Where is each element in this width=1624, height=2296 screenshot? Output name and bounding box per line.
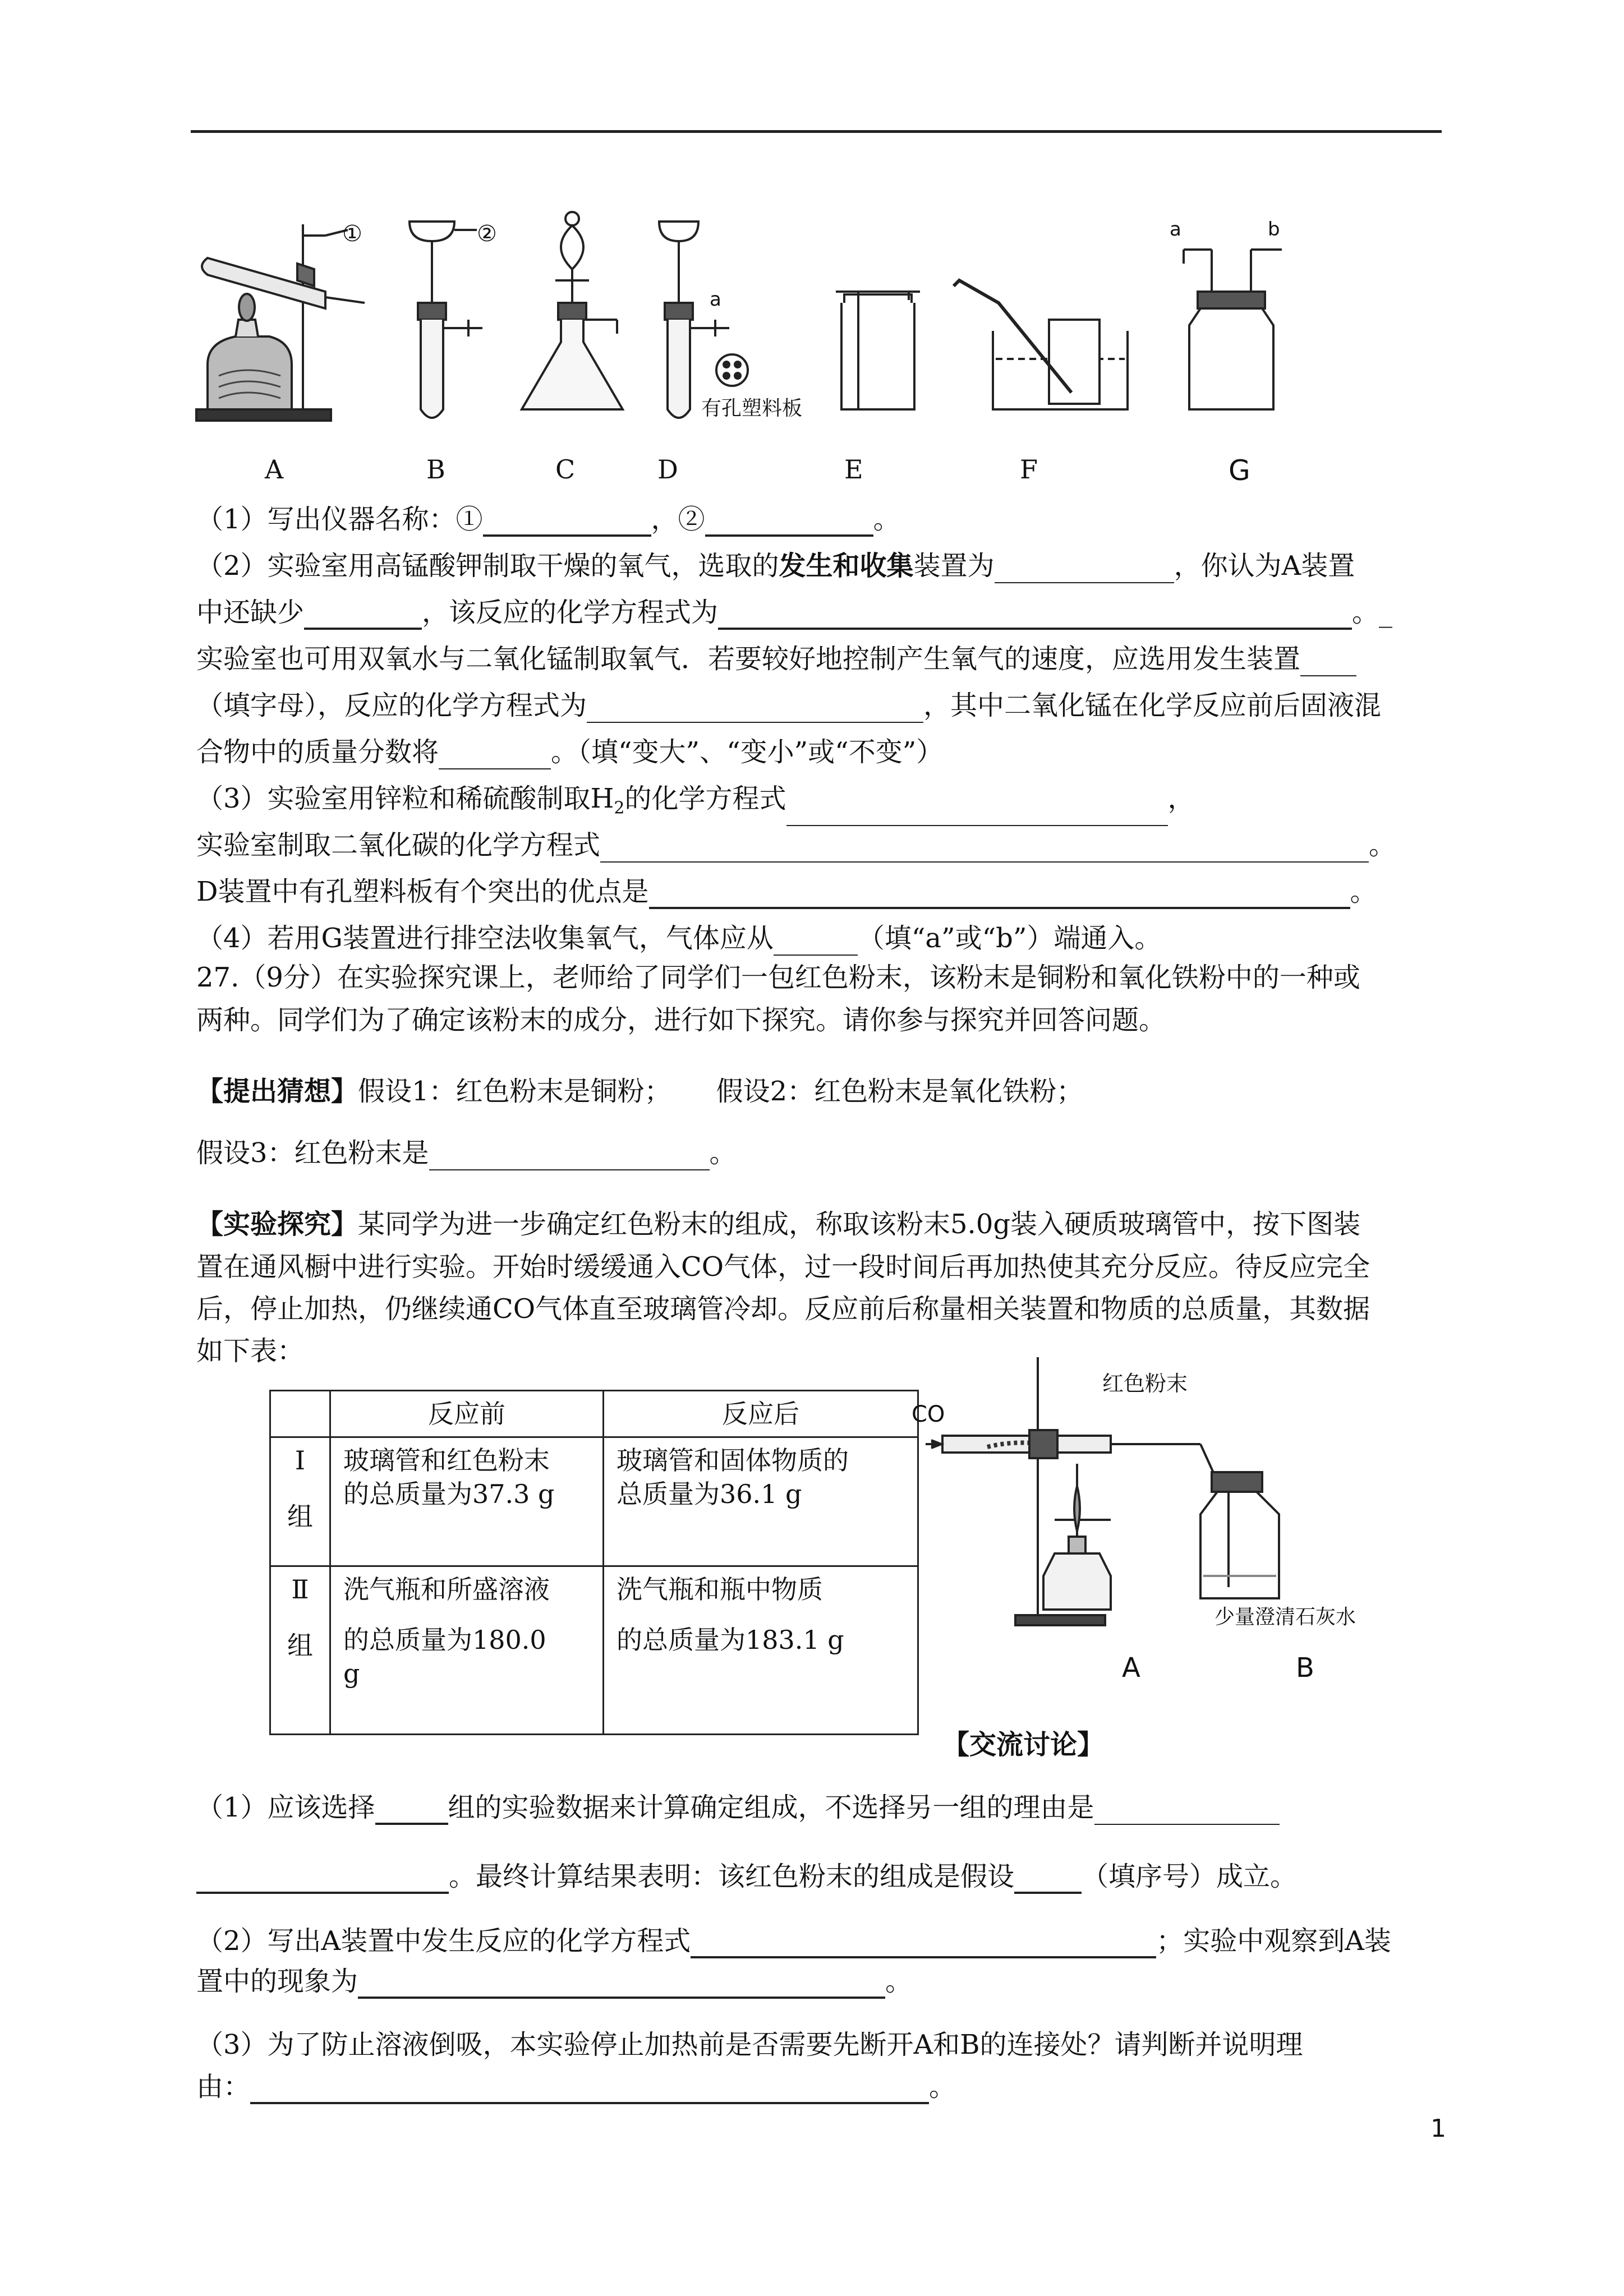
apparatus-a-label: A [1122,1652,1140,1684]
red-powder-label: 红色粉末 [1102,1371,1188,1396]
q27-discussion-3-line2: 由： 。 [196,2069,1459,2104]
q27-experiment-line4: 如下表： [196,1335,305,1367]
table-cell: 玻璃管和红色粉末 的总质量为37.3 g [330,1437,604,1566]
answer-blank[interactable] [705,509,873,537]
answer-blank[interactable] [718,602,1352,630]
table-row [270,1566,918,1735]
apparatus-e [836,292,920,409]
answer-blank[interactable] [375,1797,448,1825]
q26-part3-line3: D装置中有孔塑料板有个突出的优点是 。 [196,874,1459,909]
apparatus-label-b: B [426,454,445,485]
apparatus-f [954,280,1128,409]
answer-blank[interactable] [587,696,923,723]
table-cell: 洗气瓶和瓶中物质 的总质量为183.1 g [604,1566,918,1735]
answer-blank[interactable] [1300,649,1356,676]
apparatus-label-c: C [555,454,576,485]
q27-discussion-2-line2: 置中的现象为 。 [196,1964,1459,1999]
answer-blank[interactable] [600,836,1369,863]
q26-part2-line4: （填字母），反应的化学方程式为 ，其中二氧化锰在化学反应前后固液混 [196,688,1459,723]
q26-part2-line2: 中还缺少 ，该反应的化学方程式为 。_ [196,595,1459,630]
answer-blank[interactable] [250,2076,929,2104]
answer-blank[interactable] [196,1866,449,1894]
q26-part3-line1: （3）实验室用锌粒和稀硫酸制取$H_2$的化学方程式 ， [196,781,1459,826]
co-reduction-apparatus [909,1352,1356,1699]
answer-blank[interactable] [358,1971,885,1999]
apparatus-a [196,224,365,421]
q26-part2-line5: 合物中的质量分数将 。（填“变大”、“变小”或“不变”） [196,735,1459,769]
answer-blank[interactable] [429,1144,710,1170]
mass-data-table [269,1390,919,1735]
apparatus-b [410,222,482,418]
answer-blank[interactable] [995,556,1174,583]
q26-part4: （4）若用G装置进行排空法收集氧气，气体应从 （填“a”或“b”）端通入。 [196,921,1459,956]
q27-experiment-line1: 【实验探究】某同学为进一步确定红色粉末的组成，称取该粉末5.0g装入硬质玻璃管中，按下图装 [196,1209,1361,1240]
q26-part1: （1）写出仪器名称：① ，② 。 [196,502,1459,537]
apparatus-label-e: E [844,454,863,485]
co-inlet-label: CO [912,1401,945,1427]
q26-part2-line3: 实验室也可用双氧水与二氧化锰制取氧气．若要较好地控制产生氧气的速度，应选用发生装置 [196,642,1459,676]
table-header-cell: 反应后 [604,1391,918,1437]
g-tube-a-label: a [1170,218,1181,241]
apparatus-figure [185,208,1307,443]
answer-blank[interactable] [1094,1798,1280,1825]
apparatus-c [522,212,623,409]
table-header-row [270,1391,918,1437]
answer-blank[interactable] [774,929,858,956]
q27-hypothesis-line2: 假设3：红色粉末是 。 [196,1136,1459,1170]
group-cell: Ⅱ 组 [270,1566,330,1735]
apparatus-g [1184,250,1282,409]
perforated-plate-label: 有孔塑料板 [701,397,803,420]
circle-label-1: ① [342,221,362,247]
answer-blank[interactable] [439,743,551,769]
answer-blank[interactable] [649,881,1350,909]
table-header-cell: 反应前 [330,1391,604,1437]
q27-intro-line2: 两种。同学们为了确定该粉末的成分，进行如下探究。请你参与探究并回答问题。 [196,1004,1166,1036]
table-cell: 玻璃管和固体物质的 总质量为36.1 g [604,1437,918,1566]
q26-part2-line1: （2）实验室用高锰酸钾制取干燥的氧气，选取的发生和收集装置为 ，你认为A装置 [196,548,1459,583]
g-tube-b-label: b [1268,218,1280,241]
apparatus-label-d: D [657,454,678,485]
q26-part3-line2: 实验室制取二氧化碳的化学方程式 。 [196,828,1459,863]
q27-discussion-2-line1: （2）写出A装置中发生反应的化学方程式 ；实验中观察到A装 [196,1924,1459,1958]
group-cell: Ⅰ 组 [270,1437,330,1566]
answer-blank[interactable] [691,1930,1156,1958]
apparatus-d [659,222,748,418]
q27-discussion-3-line1: （3）为了防止溶液倒吸，本实验停止加热前是否需要先断开A和B的连接处？请判断并说明理 [196,2029,1303,2060]
table-row [270,1437,918,1566]
table-header-cell [270,1391,330,1437]
header-rule [191,130,1442,133]
q27-hypothesis-line1: 【提出猜想】假设1：红色粉末是铜粉； 假设2：红色粉末是氧化铁粉； [196,1076,1084,1107]
answer-blank[interactable] [483,509,651,537]
page-number: 1 [1430,2114,1446,2143]
answer-blank[interactable] [786,799,1168,826]
q27-intro-line1: 27.（9分）在实验探究课上，老师给了同学们一包红色粉末，该粉末是铜粉和氧化铁粉中的一种或 [196,962,1360,993]
circle-label-2: ② [477,221,497,247]
apparatus-b-label: B [1296,1652,1314,1684]
valve-a-label: a [710,288,721,311]
discussion-heading: 【交流讨论】 [942,1729,1105,1760]
table-cell: 洗气瓶和所盛溶液 的总质量为180.0 g [330,1566,604,1735]
apparatus-label-a: A [265,454,284,485]
q27-experiment-line2: 置在通风橱中进行实验。开始时缓缓通入CO气体，过一段时间后再加热使其充分反应。待反应完全 [196,1251,1370,1283]
limewater-label: 少量澄清石灰水 [1214,1606,1356,1629]
q27-discussion-1-line2: 。最终计算结果表明：该红色粉末的组成是假设 （填序号）成立。 [196,1859,1459,1894]
q27-discussion-1-line1: （1）应该选择 组的实验数据来计算确定组成，不选择另一组的理由是 [196,1790,1459,1825]
q27-experiment-line3: 后，停止加热，仍继续通CO气体直至玻璃管冷却。反应前后称量相关装置和物质的总质量，其数据 [196,1293,1370,1325]
answer-blank[interactable] [1014,1866,1082,1894]
apparatus-label-f: F [1020,454,1038,485]
answer-blank[interactable] [304,602,422,630]
apparatus-label-g: G [1229,454,1250,487]
